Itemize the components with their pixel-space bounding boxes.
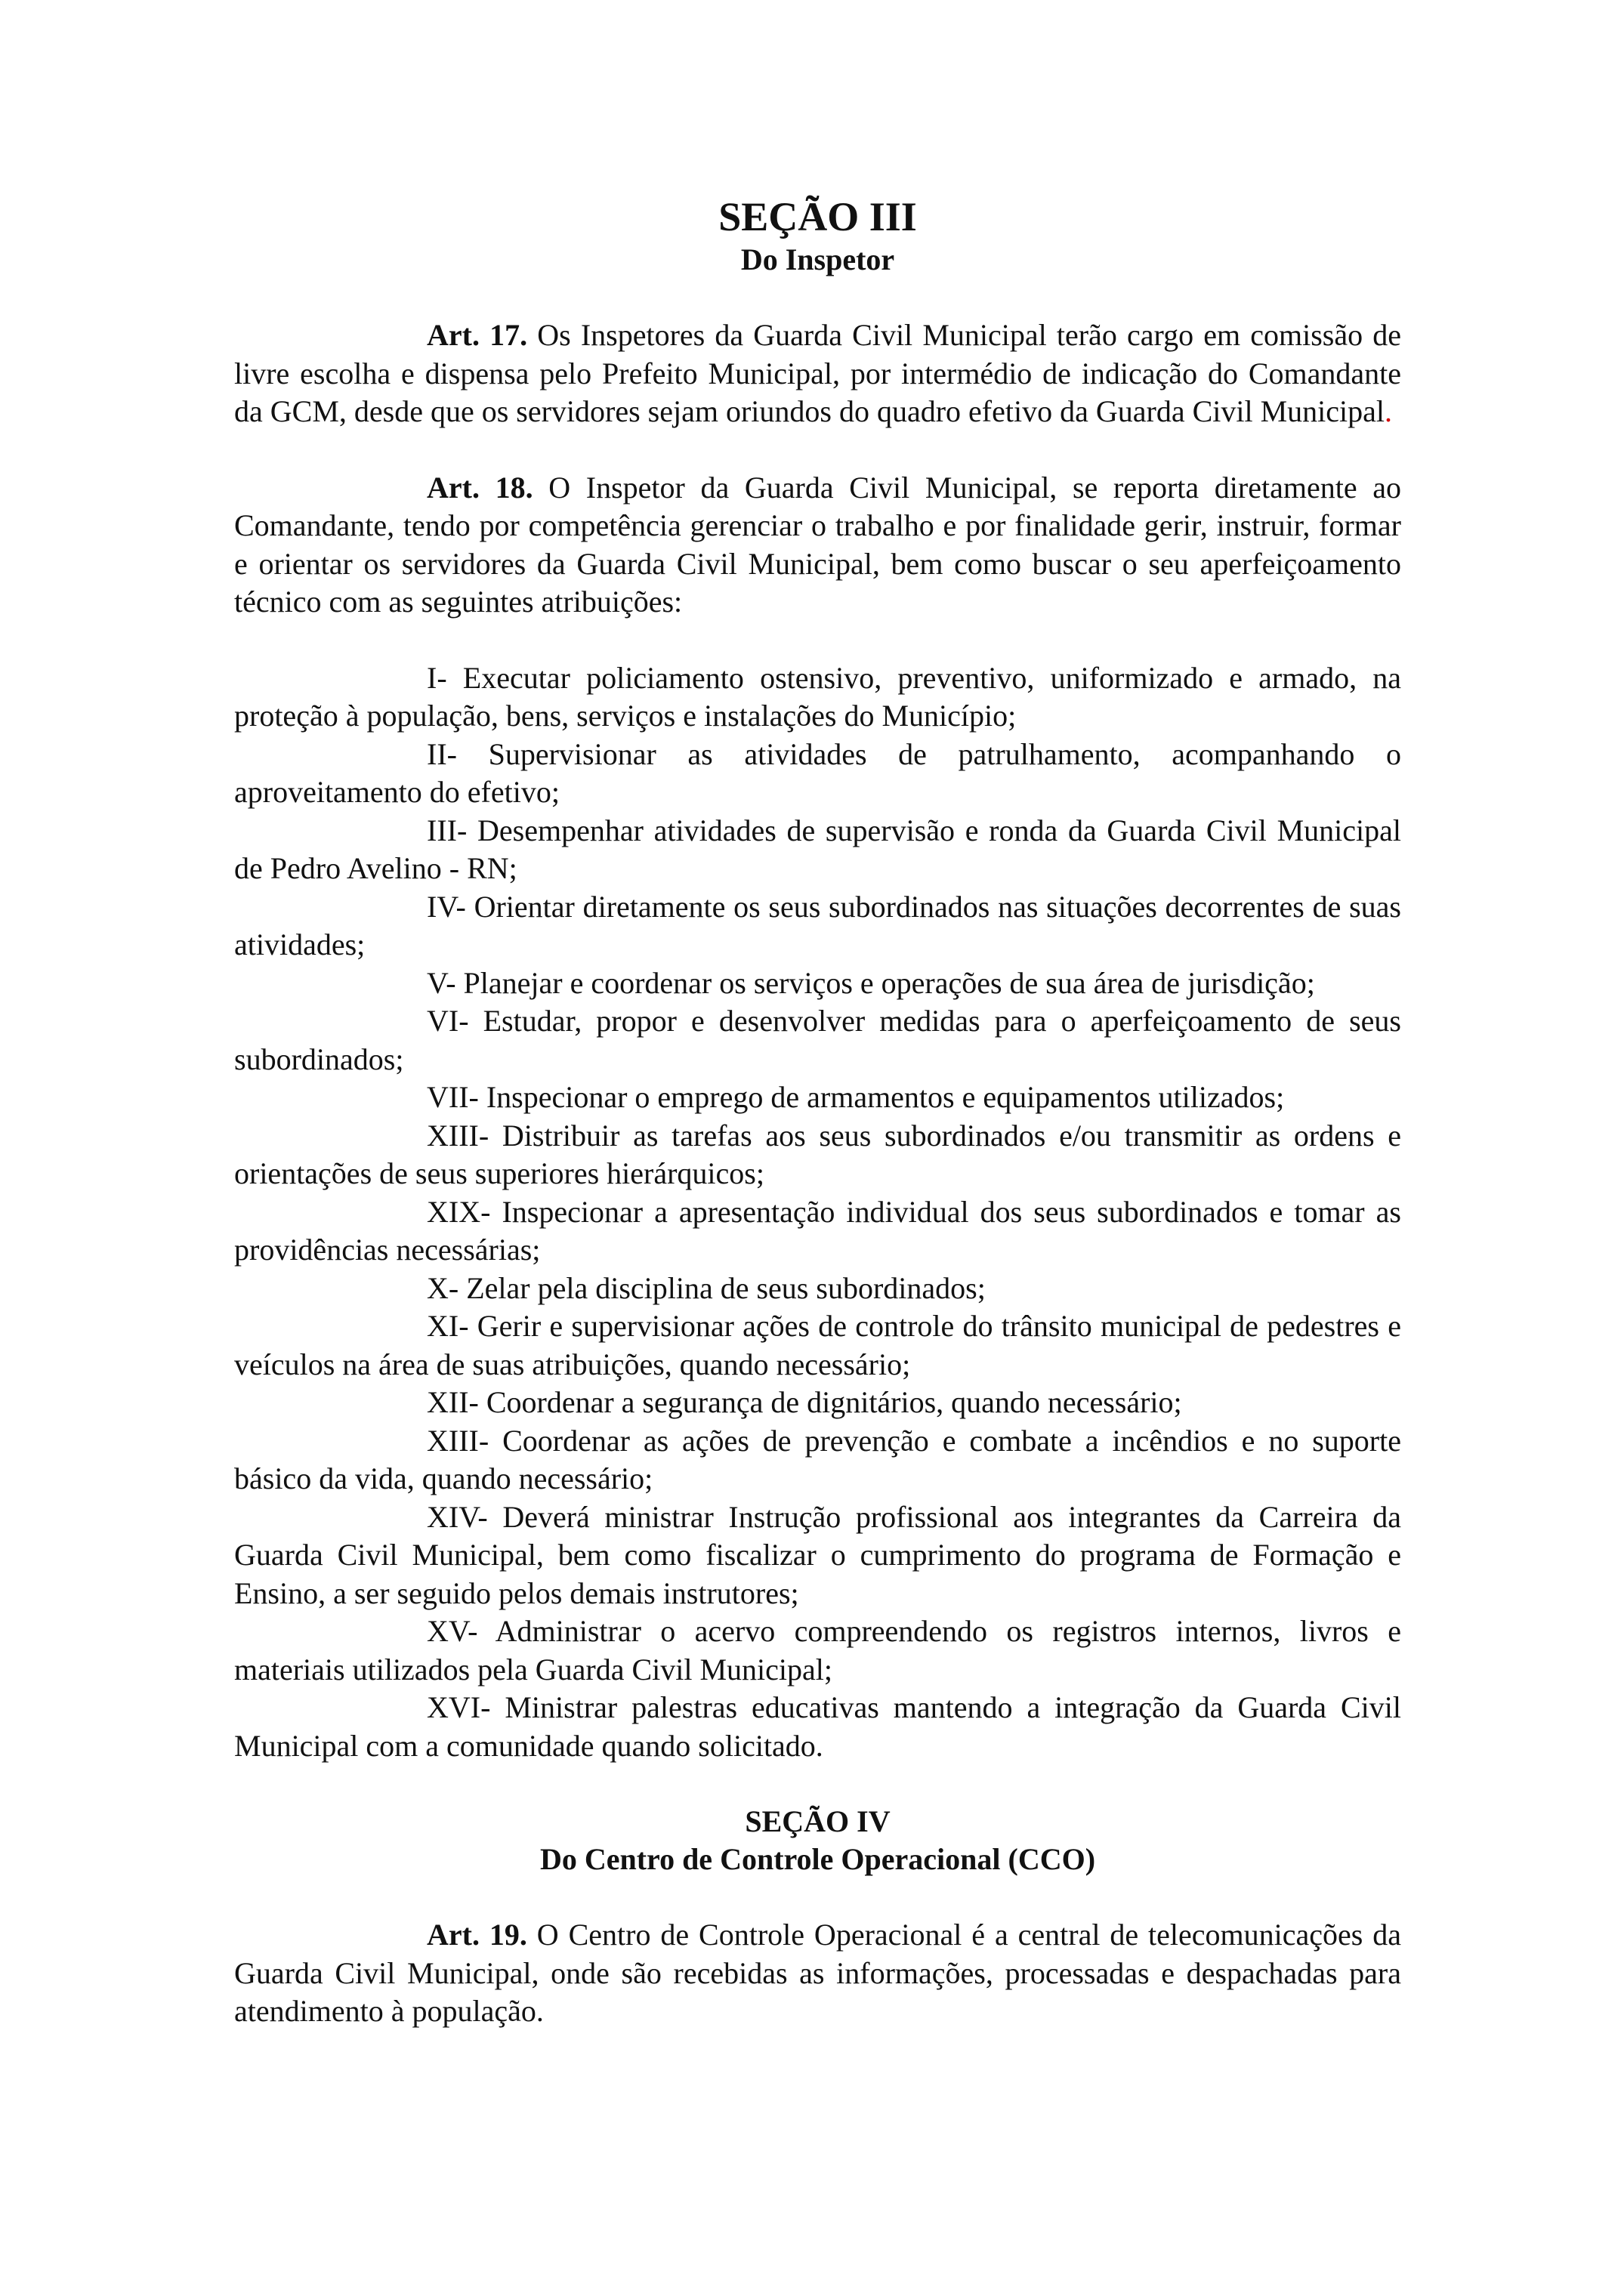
inciso-item: XIII- Distribuir as tarefas aos seus subordinados e/ou transmitir as ordens e orientações de seus superiores hierárquicos; — [234, 1118, 1401, 1190]
spacer — [234, 1878, 1401, 1916]
article-18-label: Art. 18. — [427, 470, 533, 505]
inciso-item: I- Executar policiamento ostensivo, preventivo, uniformizado e armado, na proteção à população, bens, serviços e instalações do Município; — [234, 660, 1401, 733]
inciso-item: XII- Coordenar a segurança de dignitários, quando necessário; — [427, 1385, 1182, 1419]
article-17-text: Os Inspetores da Guarda Civil Municipal terão cargo em comissão de livre escolha e dispensa pelo Prefeito Municipal, por intermédio de indicação do Comandante da GCM, desde que os servidores sejam oriundos do quadro efetivo da Guarda Civil Municipal — [234, 318, 1401, 428]
inciso-item: II- Supervisionar as atividades de patrulhamento, acompanhando o aproveitamento do efetivo; — [234, 736, 1401, 809]
spacer — [234, 431, 1401, 469]
article-18 — [234, 469, 1401, 622]
spacer — [234, 279, 1401, 316]
inciso-item: IV- Orientar diretamente os seus subordinados nas situações decorrentes de suas atividades; — [234, 889, 1401, 961]
section-4-subtitle: Do Centro de Controle Operacional (CCO) — [539, 1842, 1096, 1876]
inciso-item: III- Desempenhar atividades de supervisão e ronda da Guarda Civil Municipal de Pedro Avelino - RN; — [234, 813, 1401, 885]
spacer — [234, 1765, 1401, 1803]
section-4-title: SEÇÃO IV — [745, 1804, 891, 1838]
article-17-label: Art. 17. — [427, 318, 528, 352]
document-page — [234, 193, 1401, 2031]
inciso-item: V- Planejar e coordenar os serviços e operações de sua área de jurisdição; — [427, 965, 1315, 1000]
section-3-subtitle: Do Inspetor — [740, 242, 895, 276]
inciso-item: VII- Inspecionar o emprego de armamentos e equipamentos utilizados; — [427, 1080, 1285, 1114]
inciso-item: XV- Administrar o acervo compreendendo os registros internos, livros e materiais utilizados pela Guarda Civil Municipal; — [234, 1614, 1401, 1687]
inciso-item: VI- Estudar, propor e desenvolver medidas para o aperfeiçoamento de seus subordinados; — [234, 1004, 1401, 1076]
article-17 — [234, 316, 1401, 431]
inciso-item: XIX- Inspecionar a apresentação individual dos seus subordinados e tomar as providências necessárias; — [234, 1194, 1401, 1267]
inciso-item: XIV- Deverá ministrar Instrução profissional aos integrantes da Carreira da Guarda Civil Municipal, bem como fiscalizar o cumprimento do programa de Formação e Ensino, a ser seguido pelos demais instrutores; — [234, 1499, 1401, 1610]
article-19-label: Art. 19. — [427, 1918, 527, 1952]
article-19-text: O Centro de Controle Operacional é a central de telecomunicações da Guarda Civil Municipal, onde são recebidas as informações, processadas e despachadas para atendimento à população. — [234, 1918, 1401, 2028]
section-3-title: SEÇÃO III — [718, 194, 917, 239]
article-18-text: O Inspetor da Guarda Civil Municipal, se reporta diretamente ao Comandante, tendo por competência gerenciar o trabalho e por finalidade gerir, instruir, formar e orientar os servidores da Guarda Civil Municipal, bem como buscar o seu aperfeiçoamento técnico com as seguintes atribuições: — [234, 470, 1401, 619]
article-17-end: . — [1385, 394, 1393, 428]
spacer — [234, 622, 1401, 659]
inciso-item: XI- Gerir e supervisionar ações de controle do trânsito municipal de pedestres e veículos na área de suas atribuições, quando necessário; — [234, 1309, 1401, 1381]
article-19 — [234, 1916, 1401, 2031]
incisos-list — [234, 659, 1401, 1766]
inciso-item: X- Zelar pela disciplina de seus subordinados; — [427, 1270, 986, 1305]
inciso-item: XIII- Coordenar as ações de prevenção e combate a incêndios e no suporte básico da vida, quando necessário; — [234, 1423, 1401, 1495]
inciso-item: XVI- Ministrar palestras educativas mantendo a integração da Guarda Civil Municipal com a comunidade quando solicitado. — [234, 1690, 1401, 1763]
